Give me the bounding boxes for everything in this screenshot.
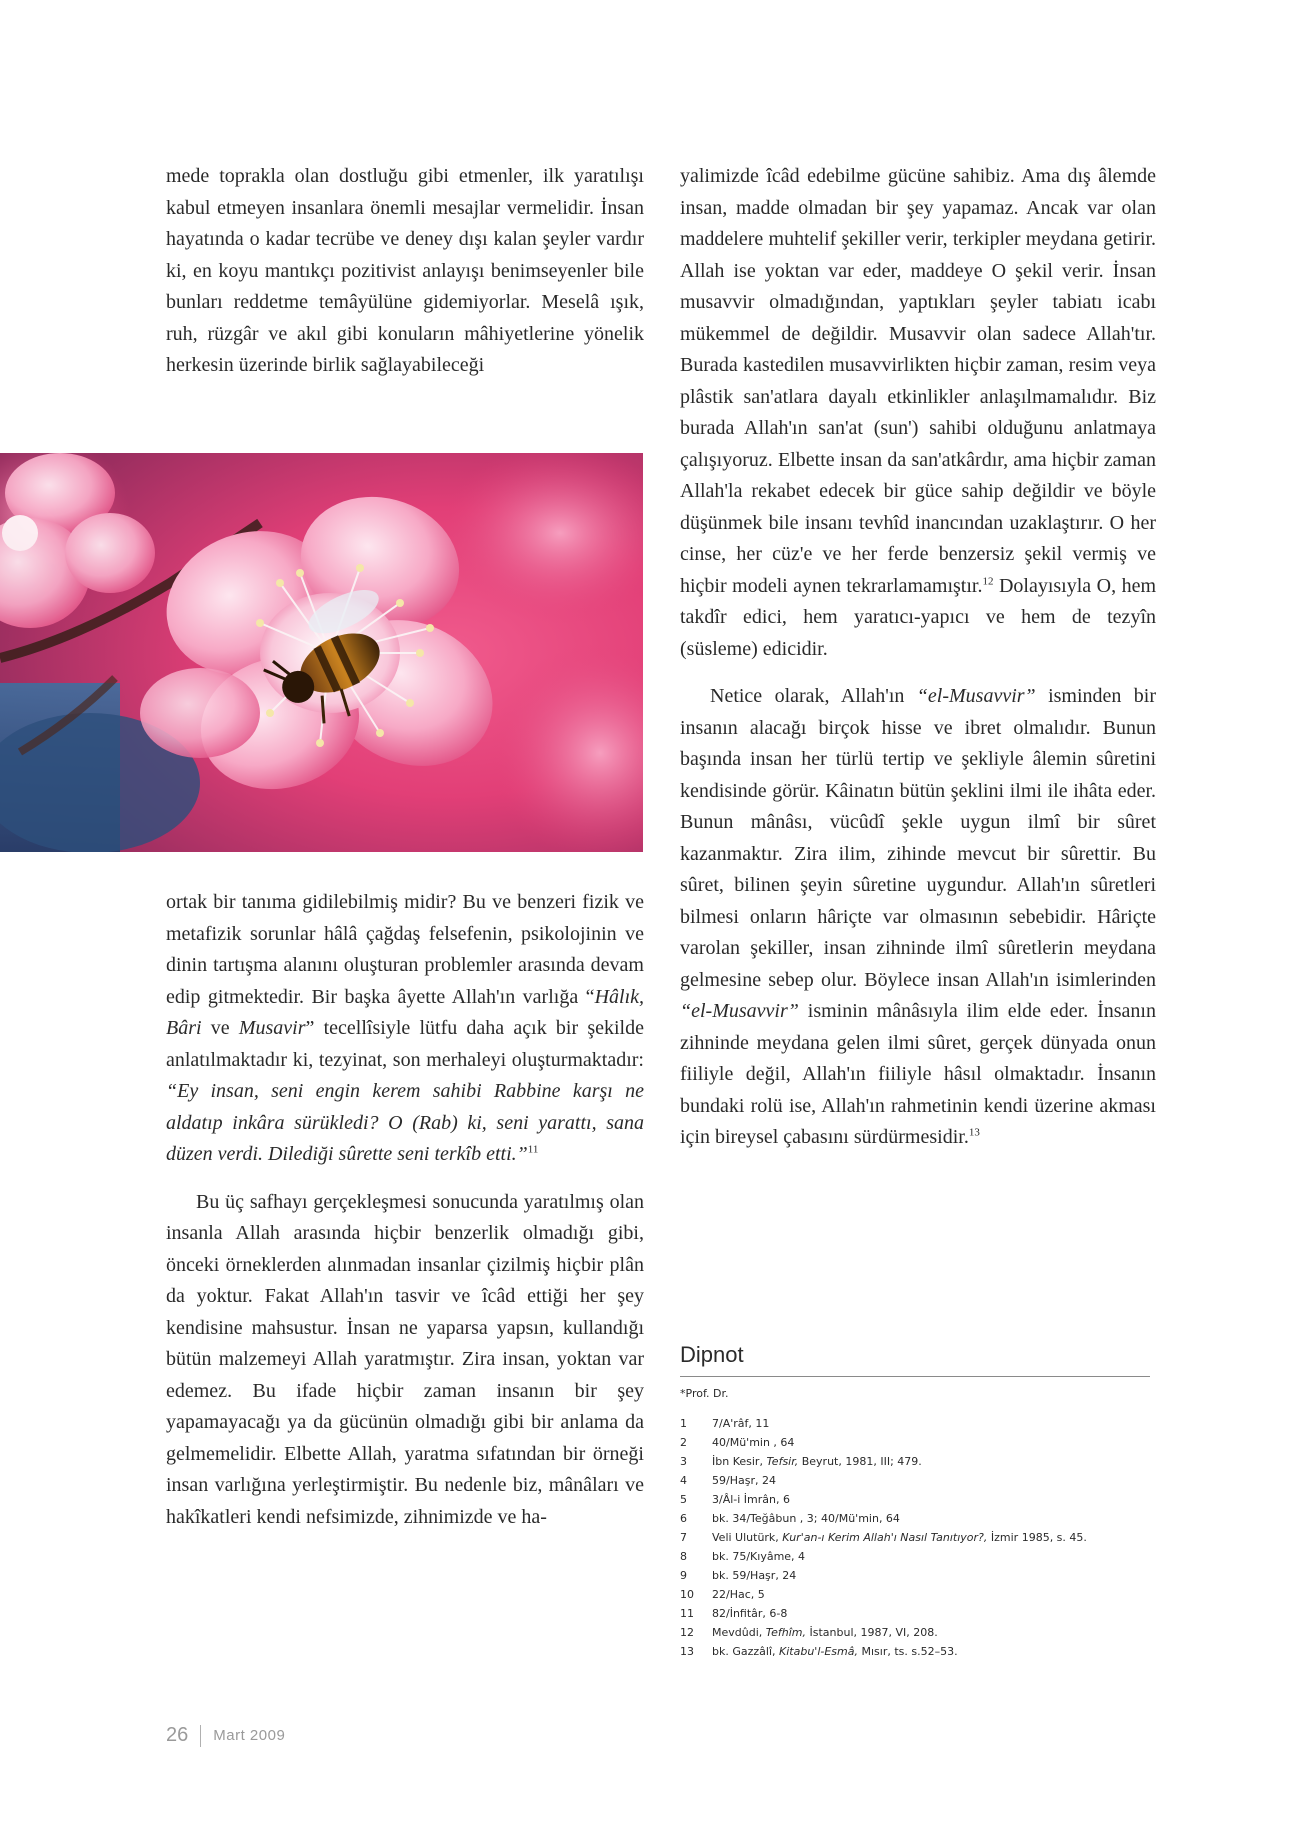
text-run: ortak bir tanıma gidilebilmiş midir? Bu ve benzeri fizik ve metafizik sorunlar hâlâ çağdaş felsefenin, psikolojinin ve dinin tartışma alanını oluşturan problemler arasında devam edip gitmektedir. Bir başka âyette Allah'ın varlığa “ <box>166 891 644 1008</box>
page-footer <box>166 1724 285 1747</box>
footnote-item <box>680 1547 1150 1566</box>
footnote-title-italic: Kitabu'l-Esmâ, <box>779 1645 858 1658</box>
footnote-item <box>680 1471 1150 1490</box>
footnote-text <box>712 1509 900 1528</box>
text-run: isminden bir insanın alacağı birçok hisse ve ibret olmalıdır. Bunun başında insan her türlü tertip ve şekliyle âlemin sûretini kendisinde görür. Kâinatın bütün şeklini ilmi ile ihâta eder. Bunun mânâsı, vücûdî şekle uygun ilmî bir sûret kazanmaktır. Zira ilim, zihinde mevcut bir sûrettir. Bu sûret, bilinen şeyin sûretine uygundur. Allah'ın sûretleri bilmesi onların hâriçte var olmasının sebebidir. Hâriçte varolan şekiller, insan zihninde ilmî sûretlerin meydana gelmesine sebep olur. Böylece insan Allah'ın isimlerinden <box>680 685 1156 991</box>
footnote-item <box>680 1623 1150 1642</box>
footnote-title-italic: Kur'an-ı Kerim Allah'ı Nasıl Tanıtıyor?, <box>782 1531 988 1544</box>
footnote-text <box>712 1604 787 1623</box>
footnote-text-run: bk. 59/Haşr, 24 <box>712 1569 797 1582</box>
footnote-text <box>712 1642 958 1661</box>
text-run: yalimizde îcâd edebilme gücüne sahibiz. Ama dış âlemde insan, madde olmadan bir şey yapamaz. Ancak var olan maddelere muhtelif şekiller verir, terkipler meydana getirir. Allah ise yoktan var eder, maddeye O şekil verir. İnsan musavvir olmadığından, yaptıkları şeyler tabiatı icabı mükemmel de değildir. Musavvir olan sadece Allah'tır. Burada kastedilen musavvirlikten hiçbir zaman, resim veya plâstik san'atlara dayalı etkinlikler anlaşılmamalıdır. Biz burada Allah'ın san'at (sun') sahibi olduğunu anlatmaya çalışıyoruz. Elbette insan da san'atkârdır, ama hiçbir zaman Allah'la rekabet edecek bir güce sahip değildir ve böyle düşünmek bile insanı tevhîd inancından uzaklaştırır. O her cinse, her cüz'e ve her ferde benzersiz şekil vermiş ve hiçbir modeli aynen tekrarlamamıştır. <box>680 165 1156 597</box>
footnote-text <box>712 1585 765 1604</box>
cherry-blossom-bee-photo <box>0 453 643 852</box>
text-run: Netice olarak, Allah'ın <box>710 685 917 707</box>
footnote-text-run: 82/İnfitâr, 6-8 <box>712 1607 788 1620</box>
footnote-number: 11 <box>680 1607 694 1620</box>
page-number: 26 <box>166 1724 189 1746</box>
footnote-text <box>712 1623 938 1642</box>
footer-separator <box>200 1725 201 1747</box>
footnote-text-run: 40/Mü'min , 64 <box>712 1436 795 1449</box>
text-run: ve <box>201 1017 239 1039</box>
footnote-text-run: bk. 34/Teğâbun , 3; 40/Mü'min, 64 <box>712 1512 900 1525</box>
footnote-number: 8 <box>680 1550 687 1563</box>
footnote-item <box>680 1433 1150 1452</box>
footnote-list <box>680 1414 1150 1661</box>
footnote-text <box>712 1490 790 1509</box>
footnote-text-run: 7/A'râf, 11 <box>712 1417 770 1430</box>
footnote-number: 3 <box>680 1455 687 1468</box>
footnote-number: 1 <box>680 1417 687 1430</box>
divine-name: “el-Musavvir” <box>916 685 1036 707</box>
footnote-text-run: İbn Kesir, <box>712 1455 767 1468</box>
footnote-item <box>680 1528 1150 1547</box>
divine-name: Hâlık, Bâri <box>166 985 644 1039</box>
footnote-item <box>680 1604 1150 1623</box>
divine-name: “el-Musavvir” <box>680 1000 799 1022</box>
body-paragraph <box>166 887 644 1171</box>
body-paragraph: mede toprakla olan dostluğu gibi etmenler, ilk yaratılışı kabul etmeyen insanlara önemli mesajlar vermelidir. İnsan hayatında o kadar tecrübe ve deney dışı kalan şeyler vardır ki, en koyu mantıkçı pozitivist anlayışı benimseyenler bile bunları reddetme temâyülüne gidemiyorlar. Meselâ ışık, ruh, rüzgâr ve akıl gibi konuların mâhiyetlerine yönelik herkesin üzerinde birlik sağlayabileceği <box>166 165 644 376</box>
footnote-text-run: 22/Hac, 5 <box>712 1588 765 1601</box>
footnote-text-run: 59/Haşr, 24 <box>712 1474 776 1487</box>
left-column-bottom <box>166 887 644 1533</box>
footnotes-divider <box>680 1376 1150 1377</box>
body-paragraph <box>680 161 1156 665</box>
verse-quote: “Ey insan, seni engin kerem sahibi Rabbine karşı ne aldatıp inkâra sürükledi? O (Rab) ki, seni yarattı, sana düzen verdi. Dilediği sûrette seni terkîb etti.” <box>166 1080 644 1165</box>
footnote-text-run: Mısır, ts. s.52–53. <box>857 1645 958 1658</box>
footnote-title-italic: Tefsir, <box>766 1455 799 1468</box>
right-column <box>680 161 1156 1154</box>
text-run: isminin mânâsıyla ilim elde eder. İnsanın zihninde meydana gelen ilmi sûret, gerçek dünyada onun fiiliyle değil, Allah'ın fiiliyle hâsıl olmaktadır. İnsanın bundaki rolü ise, Allah'ın rahmetinin kendi üzerine akması için bireysel çabasını sürdürmesidir. <box>680 1000 1156 1148</box>
footnote-text <box>712 1452 922 1471</box>
footnote-text <box>712 1414 769 1433</box>
footnote-item <box>680 1509 1150 1528</box>
footnote-text-run: Mevdûdi, <box>712 1626 766 1639</box>
text-run: ” tecellîsiyle lütfu daha açık bir şekilde anlatılmaktadır ki, tezyinat, son merhaleyi oluşturmaktadır: <box>166 1017 644 1071</box>
footnote-title-italic: Tefhîm, <box>765 1626 807 1639</box>
body-paragraph: Bu üç safhayı gerçekleşmesi sonucunda yaratılmış olan insanla Allah arasında hiçbir benzerlik olmadığı gibi, önceki örneklerden alınmadan insanlar çizilmiş hiçbir plân da yoktur. Fakat Allah'ın tasvir ve îcâd ettiği her şey kendisine mahsustur. İnsan ne yaparsa yapsın, kullandığı bütün malzemeyi Allah yaratmıştır. Zira insan, yoktan var edemez. Bu ifade hiçbir zaman insanın bir şey yapamayacağı ya da gücünün olmadığı gibi bir anlama da gelmemelidir. Elbette Allah, yaratma sıfatından bir örneği insan varlığına yerleştirmiştir. Bu nedenle biz, mânâları ve hakîkatleri kendi nefsimizde, zihnimizde ve ha- <box>166 1190 644 1528</box>
footnote-item <box>680 1452 1150 1471</box>
footnotes-title: Dipnot <box>680 1342 744 1367</box>
footnote-text-run: Beyrut, 1981, III; 479. <box>798 1455 922 1468</box>
footnote-item <box>680 1414 1150 1433</box>
footnote-ref: 11 <box>527 1143 539 1156</box>
footnote-text-run: İzmir 1985, s. 45. <box>987 1531 1087 1544</box>
footnote-text <box>712 1547 805 1566</box>
footnote-item <box>680 1490 1150 1509</box>
footnote-text <box>712 1566 796 1585</box>
footnote-number: 12 <box>680 1626 694 1639</box>
footnote-number: 13 <box>680 1645 694 1658</box>
footnote-text-run: 3/Âl-i İmrân, 6 <box>712 1493 790 1506</box>
footnote-number: 6 <box>680 1512 687 1525</box>
footnote-text <box>712 1471 776 1490</box>
footnote-text <box>712 1433 794 1452</box>
footnote-ref: 12 <box>982 574 994 587</box>
footnote-text <box>712 1528 1087 1547</box>
author-note: *Prof. Dr. <box>680 1387 729 1400</box>
footnote-number: 10 <box>680 1588 694 1601</box>
left-column-top <box>166 161 644 382</box>
footnote-item <box>680 1566 1150 1585</box>
footnote-number: 7 <box>680 1531 687 1544</box>
body-paragraph <box>680 681 1156 1154</box>
footnote-item <box>680 1585 1150 1604</box>
issue-date: Mart 2009 <box>213 1727 286 1744</box>
footnote-text-run: İstanbul, 1987, VI, 208. <box>806 1626 938 1639</box>
footnote-number: 5 <box>680 1493 687 1506</box>
footnote-number: 4 <box>680 1474 687 1487</box>
footnote-ref: 13 <box>968 1126 980 1139</box>
footnote-text-run: bk. 75/Kıyâme, 4 <box>712 1550 806 1563</box>
divine-name: Musavir <box>238 1017 306 1039</box>
footnote-text-run: bk. Gazzâlî, <box>712 1645 780 1658</box>
footnote-text-run: Veli Ulutürk, <box>712 1531 783 1544</box>
text-run: Dolayısıyla O, hem takdîr edici, hem yaratıcı-yapıcı ve hem de tezyîn (süsleme) edicidir. <box>680 574 1156 660</box>
footnote-number: 2 <box>680 1436 687 1449</box>
footnote-item <box>680 1642 1150 1661</box>
footnotes-section <box>680 1342 1150 1661</box>
footnote-number: 9 <box>680 1569 687 1582</box>
